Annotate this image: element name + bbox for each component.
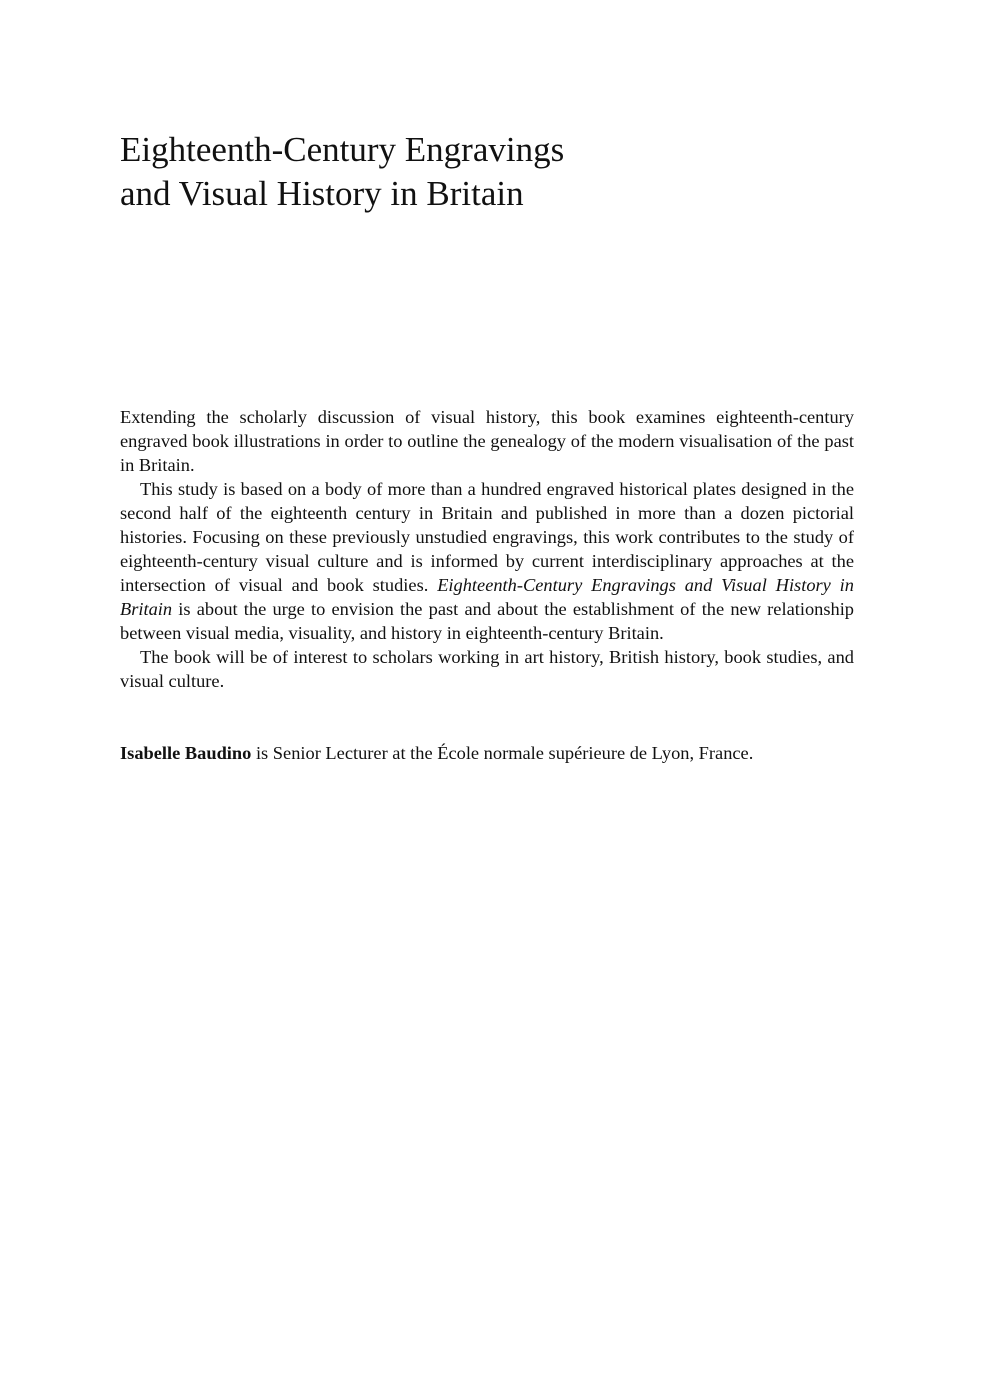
author-name: Isabelle Baudino <box>120 743 252 763</box>
description-paragraph-1: Extending the scholarly discussion of visual history, this book examines eighteenth-century engraved book illustrations in order to outline the genealogy of the modern visualisation of the past in Britain. <box>120 407 854 475</box>
description-paragraph-2-text-start: This study is based on a body of more than a hundred engraved historical plates designed in the second half of the eighteenth century in Britain and published in more than a dozen pictorial histories. Focusing on these previously unstudied engravings, this work contributes to the study of eighteenth-century visual culture and is informed by current interdisciplinary approaches at the intersection of visual and book studies. <box>120 479 854 595</box>
book-description <box>120 405 854 693</box>
description-paragraph-2-text-end: is about the urge to envision the past and about the establishment of the new relationship between visual media, visuality, and history in eighteenth-century Britain. <box>120 599 854 643</box>
description-paragraph-3: The book will be of interest to scholars working in art history, British history, book studies, and visual culture. <box>120 647 854 691</box>
description-paragraph-2 <box>120 477 854 645</box>
book-title-line-1: Eighteenth-Century Engravings <box>120 130 565 169</box>
book-title-line-2: and Visual History in Britain <box>120 174 524 213</box>
description-book-title-italic: Eighteenth-Century Engravings and Visual History in Britain <box>120 575 854 619</box>
book-title <box>120 128 820 216</box>
author-bio <box>120 741 880 765</box>
author-bio-text: is Senior Lecturer at the École normale supérieure de Lyon, France. <box>251 743 754 763</box>
